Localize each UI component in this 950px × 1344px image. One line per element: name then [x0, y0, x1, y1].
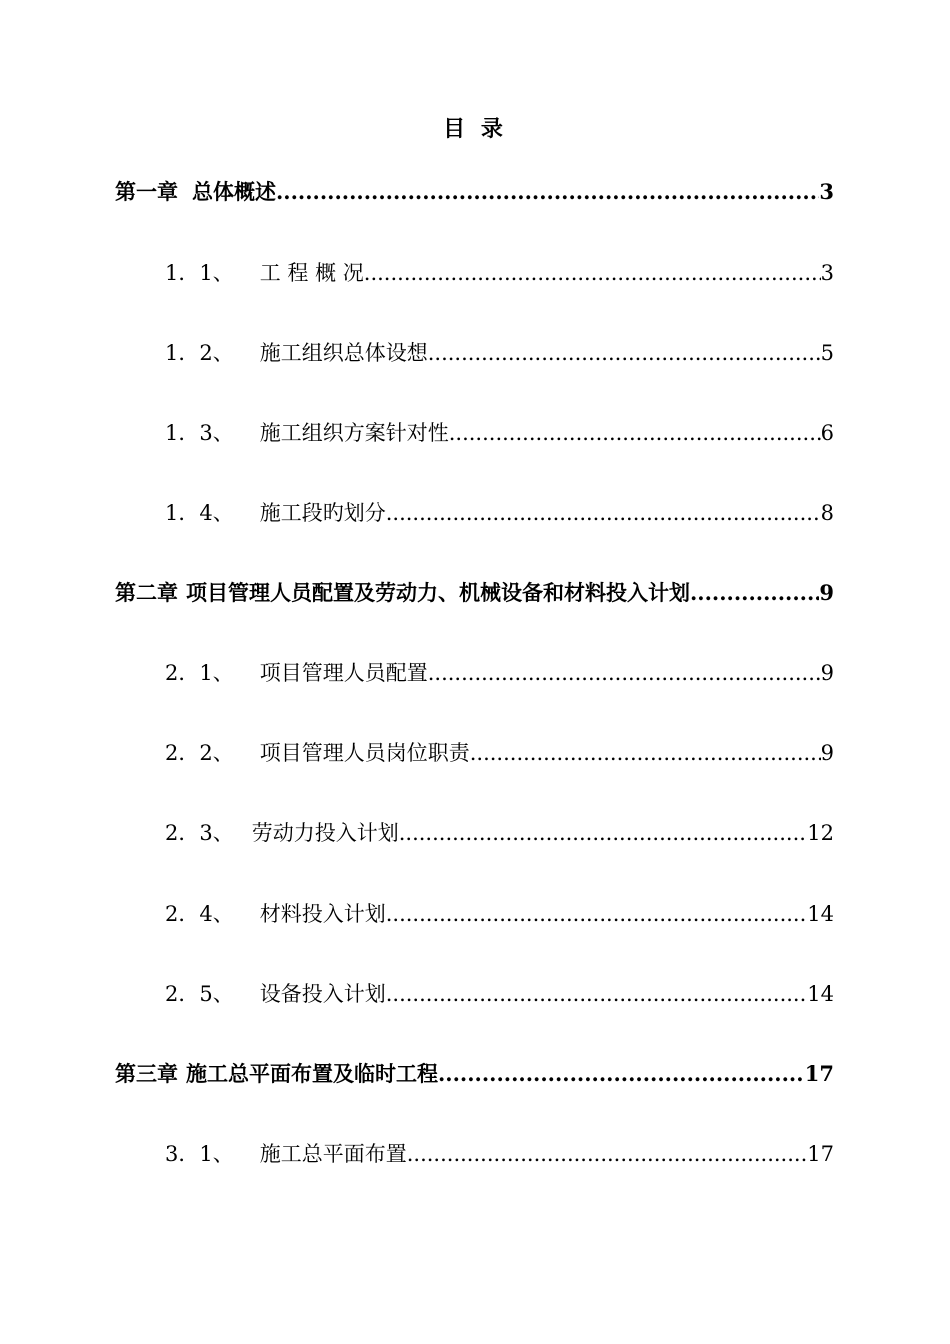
toc-section-1-2[interactable]	[165, 337, 834, 371]
toc-label: 总体概述	[192, 179, 276, 204]
toc-page-number: 17	[804, 1061, 834, 1086]
toc-chapter-1[interactable]	[115, 176, 834, 210]
toc-leader-dots	[386, 902, 808, 926]
toc-number: 第三章	[115, 1061, 178, 1086]
toc-label: 施工组织方案针对性	[259, 421, 449, 445]
toc-page-number: 3	[820, 261, 834, 285]
toc-number: 2．4、	[165, 902, 234, 926]
toc-number: 1．3、	[165, 421, 234, 445]
toc-section-2-5[interactable]	[165, 978, 834, 1012]
toc-label: 施工段旳划分	[259, 501, 386, 525]
toc-number: 2．2、	[165, 741, 234, 765]
toc-number: 3．1、	[165, 1142, 234, 1166]
toc-leader-dots	[407, 1142, 808, 1166]
toc-label: 项目管理人员配置及劳动力、机械设备和材料投入计划	[186, 580, 690, 605]
toc-leader-dots	[386, 982, 808, 1006]
toc-number: 1．1、	[165, 261, 234, 285]
toc-section-1-3[interactable]	[165, 417, 834, 451]
toc-leader-dots	[428, 661, 821, 685]
toc-page-number: 8	[820, 501, 834, 525]
toc-section-2-1[interactable]	[165, 657, 834, 691]
toc-page-number: 12	[807, 821, 834, 845]
toc-number: 第一章	[115, 179, 178, 204]
toc-page-number: 9	[820, 741, 834, 765]
toc-page-number: 3	[819, 179, 834, 204]
toc-page-number: 14	[807, 902, 834, 926]
toc-leader-dots	[399, 821, 808, 845]
toc-label: 施工组织总体设想	[259, 341, 428, 365]
toc-number: 2．1、	[165, 661, 234, 685]
toc-leader-dots	[438, 1061, 805, 1086]
toc-page-number: 9	[819, 580, 834, 605]
toc-leader-dots	[470, 741, 821, 765]
toc-number: 1．2、	[165, 341, 234, 365]
toc-number: 2．3、	[165, 821, 234, 845]
toc-number: 1．4、	[165, 501, 234, 525]
toc-label: 施工总平面布置	[259, 1142, 407, 1166]
toc-section-2-2[interactable]	[165, 737, 834, 771]
toc-chapter-2[interactable]	[115, 577, 834, 611]
toc-label: 项目管理人员配置	[259, 661, 428, 685]
toc-section-2-3[interactable]	[165, 817, 834, 851]
toc-number: 第二章	[115, 580, 178, 605]
toc-label: 劳动力投入计划	[251, 821, 399, 845]
page-title: 目 录	[443, 116, 507, 142]
toc-leader-dots	[276, 179, 819, 204]
toc-section-3-1[interactable]	[165, 1138, 834, 1172]
toc-leader-dots	[428, 341, 821, 365]
toc-page-number: 17	[807, 1142, 834, 1166]
toc-number: 2．5、	[165, 982, 234, 1006]
toc-section-2-4[interactable]	[165, 898, 834, 932]
toc-chapter-3[interactable]	[115, 1058, 834, 1092]
toc-label: 设备投入计划	[259, 982, 386, 1006]
toc-page-number: 5	[820, 341, 834, 365]
toc-section-1-4[interactable]	[165, 497, 834, 531]
toc-leader-dots	[386, 501, 821, 525]
toc-leader-dots	[690, 580, 819, 605]
toc-page-number: 14	[807, 982, 834, 1006]
toc-label: 工 程 概 况	[259, 261, 364, 285]
toc-label: 项目管理人员岗位职责	[259, 741, 470, 765]
toc-label: 材料投入计划	[259, 902, 386, 926]
toc-leader-dots	[364, 261, 821, 285]
toc-page-number: 6	[820, 421, 834, 445]
toc-label: 施工总平面布置及临时工程	[186, 1061, 438, 1086]
toc-page-number: 9	[820, 661, 834, 685]
toc-section-1-1[interactable]	[165, 257, 834, 291]
toc-leader-dots	[449, 421, 821, 445]
